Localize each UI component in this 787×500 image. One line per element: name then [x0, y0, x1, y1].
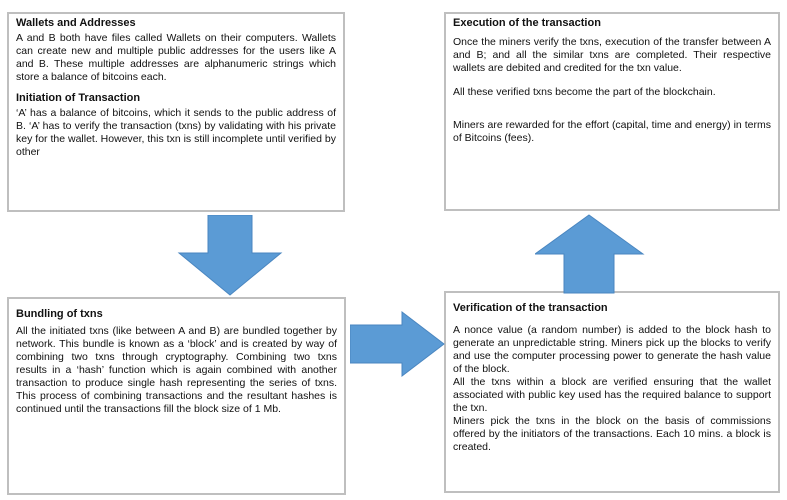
arrow-up-icon: [535, 214, 645, 294]
wallets-addresses-heading: Wallets and Addresses: [16, 17, 136, 29]
initiation-heading: Initiation of Transaction: [16, 92, 141, 104]
verification-text-2: All the txns within a block are verified ensuring that the wallet associated with public key used has the required balance to support the txn.: [453, 376, 771, 414]
execution-box: [444, 12, 780, 211]
execution-text-3: Miners are rewarded for the effort (capital, time and energy) in terms of Bitcoins (fees).: [453, 119, 771, 144]
bundling-box: [7, 297, 346, 495]
execution-text-1: Once the miners verify the txns, execution of the transfer between A and B; and all the similar txns are completed. Their respective wallets are debited and credited for the txn value.: [453, 36, 771, 74]
arrow-down-icon: [177, 215, 283, 297]
wallets-addresses-text: A and B both have files called Wallets on their computers. Wallets can create new and multiple public addresses for the users like A and B. These multiple addresses are alphanumeric strings which store a balance of bitcoins each.: [16, 32, 336, 83]
arrow-right-icon: [350, 310, 446, 378]
bundling-heading: Bundling of txns: [16, 308, 103, 320]
verification-box: [444, 291, 780, 493]
initiation-text: ‘A’ has a balance of bitcoins, which it sends to the public address of B. ‘A’ has to verify the transaction (txns) by validating with his private key for the wallet. However, this txn is still incomplete until verified by other: [16, 107, 336, 158]
verification-text-3: Miners pick the txns in the block on the basis of commissions offered by the initiators of the transactions. Each 10 mins. a block is created.: [453, 415, 771, 453]
execution-heading: Execution of the transaction: [453, 17, 601, 29]
verification-heading: Verification of the transaction: [453, 302, 608, 314]
wallets-addresses-box: [7, 12, 345, 212]
verification-text-1: A nonce value (a random number) is added to the block hash to generate an unpredictable string. Miners pick up the blocks to verify and use the computer processing power to generate the hash value of the block.: [453, 324, 771, 375]
bundling-text: All the initiated txns (like between A and B) are bundled together by network. This bundle is known as a ‘block’ and is created by way of combining two txns through cryptography. Combining two txns results in a ‘hash’ function which is again combined with another transaction to produce single hash representing the series of txns. This process of combining transactions and the resultant hashes is continued until the transactions fill the block size of 1 Mb.: [16, 325, 337, 415]
execution-text-2: All these verified txns become the part of the blockchain.: [453, 86, 716, 98]
